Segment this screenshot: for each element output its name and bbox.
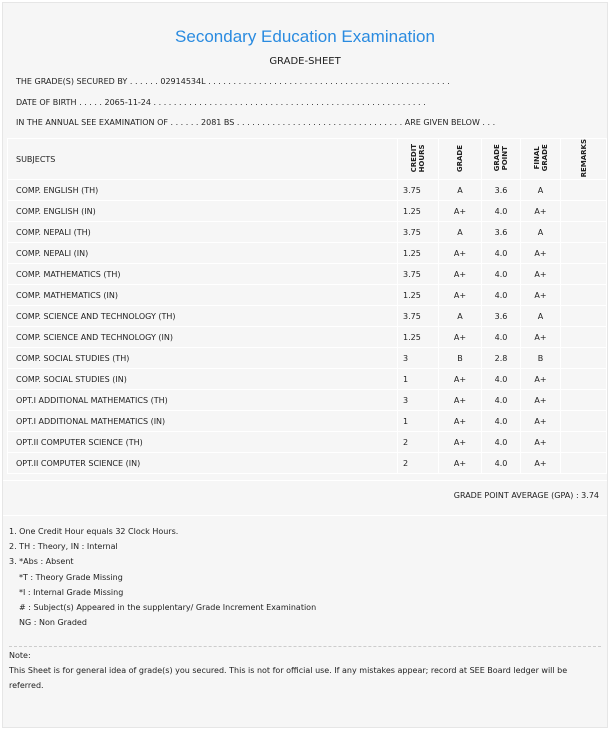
cell-remarks [561, 306, 607, 327]
cell-grade-point: 4.0 [482, 411, 521, 432]
table-row [8, 222, 607, 243]
table-row [8, 201, 607, 222]
cell-credit-hours: 2 [398, 453, 439, 474]
cell-grade-point: 3.6 [482, 222, 521, 243]
header-grade-point: GRADE POINT [493, 144, 509, 172]
cell-remarks [561, 453, 607, 474]
cell-final-grade: A+ [521, 264, 561, 285]
cell-grade-point: 3.6 [482, 180, 521, 201]
table-row [8, 285, 607, 306]
cell-subject: COMP. SCIENCE AND TECHNOLOGY (TH) [8, 306, 398, 327]
cell-subject: COMP. SOCIAL STUDIES (TH) [8, 348, 398, 369]
legend-notes [9, 524, 316, 630]
cell-subject: OPT.I ADDITIONAL MATHEMATICS (TH) [8, 390, 398, 411]
cell-credit-hours: 3.75 [398, 264, 439, 285]
exam-line: IN THE ANNUAL SEE EXAMINATION OF . . . . . . 2081 BS . . . . . . . . . . . . . . . . . . . . . . . . . . . . . . . . . ARE GIVEN BELOW . . . [16, 118, 496, 127]
cell-credit-hours: 1.25 [398, 201, 439, 222]
header-final-grade: FINAL GRADE [532, 144, 549, 172]
cell-grade: A+ [439, 369, 482, 390]
cell-remarks [561, 285, 607, 306]
page-title: Secondary Education Examination [175, 27, 435, 46]
cell-grade: A+ [439, 201, 482, 222]
secured-by: THE GRADE(S) SECURED BY . . . . . . 02914534L . . . . . . . . . . . . . . . . . . . . . . . . . . . . . . . . . . . . . . . . . . . . . . . . [16, 77, 450, 86]
table-row [8, 306, 607, 327]
cell-grade: A [439, 306, 482, 327]
cell-subject: COMP. ENGLISH (IN) [8, 201, 398, 222]
table-row [8, 453, 607, 474]
cell-final-grade: A+ [521, 453, 561, 474]
cell-credit-hours: 1.25 [398, 285, 439, 306]
cell-final-grade: B [521, 348, 561, 369]
cell-subject: OPT.II COMPUTER SCIENCE (TH) [8, 432, 398, 453]
cell-grade-point: 2.8 [482, 348, 521, 369]
cell-grade-point: 4.0 [482, 432, 521, 453]
table-row [8, 432, 607, 453]
cell-grade: A+ [439, 243, 482, 264]
cell-credit-hours: 3 [398, 390, 439, 411]
note-line: 1. One Credit Hour equals 32 Clock Hours. [9, 527, 179, 536]
cell-grade-point: 4.0 [482, 453, 521, 474]
cell-credit-hours: 2 [398, 432, 439, 453]
table-row [8, 327, 607, 348]
sheet-subtitle: GRADE-SHEET [269, 56, 341, 67]
cell-subject: OPT.I ADDITIONAL MATHEMATICS (IN) [8, 411, 398, 432]
cell-remarks [561, 327, 607, 348]
cell-remarks [561, 264, 607, 285]
cell-grade: A [439, 180, 482, 201]
cell-final-grade: A [521, 306, 561, 327]
gpa: GRADE POINT AVERAGE (GPA) : 3.74 [453, 491, 599, 500]
table-row [8, 180, 607, 201]
cell-final-grade: A [521, 222, 561, 243]
table-row [8, 264, 607, 285]
cell-subject: COMP. MATHEMATICS (TH) [8, 264, 398, 285]
cell-grade-point: 4.0 [482, 327, 521, 348]
cell-remarks [561, 222, 607, 243]
cell-final-grade: A+ [521, 390, 561, 411]
cell-subject: OPT.II COMPUTER SCIENCE (IN) [8, 453, 398, 474]
cell-subject: COMP. NEPALI (IN) [8, 243, 398, 264]
note-text: This Sheet is for general idea of grade(s) you secured. This is not for official use. If any mistakes appear; record at SEE Board ledger will be referred. [9, 666, 568, 690]
cell-final-grade: A [521, 180, 561, 201]
cell-grade: A+ [439, 264, 482, 285]
table-row [8, 348, 607, 369]
cell-grade: A+ [439, 327, 482, 348]
note-label: Note: [9, 651, 31, 660]
cell-final-grade: A+ [521, 411, 561, 432]
table-row [8, 411, 607, 432]
note-line: *I : Internal Grade Missing [19, 587, 124, 597]
cell-grade: A+ [439, 390, 482, 411]
grade-sheet [2, 2, 608, 728]
note-line: 3. *Abs : Absent [9, 557, 74, 567]
header-subjects: SUBJECTS [8, 139, 398, 180]
cell-grade-point: 4.0 [482, 369, 521, 390]
cell-grade: A+ [439, 453, 482, 474]
cell-credit-hours: 3.75 [398, 306, 439, 327]
cell-remarks [561, 348, 607, 369]
note-line: *T : Theory Grade Missing [19, 572, 123, 582]
cell-grade-point: 4.0 [482, 390, 521, 411]
cell-final-grade: A+ [521, 369, 561, 390]
cell-grade-point: 3.6 [482, 306, 521, 327]
note-line: 2. TH : Theory, IN : Internal [9, 542, 118, 552]
cell-final-grade: A+ [521, 327, 561, 348]
header-credit-hours: CREDIT HOURS [410, 143, 426, 173]
cell-remarks [561, 369, 607, 390]
cell-credit-hours: 3.75 [398, 180, 439, 201]
cell-subject: COMP. SCIENCE AND TECHNOLOGY (IN) [8, 327, 398, 348]
cell-remarks [561, 432, 607, 453]
table-row [8, 369, 607, 390]
cell-subject: COMP. ENGLISH (TH) [8, 180, 398, 201]
cell-final-grade: A+ [521, 243, 561, 264]
disclaimer [9, 648, 603, 693]
cell-grade-point: 4.0 [482, 243, 521, 264]
cell-remarks [561, 411, 607, 432]
cell-subject: COMP. NEPALI (TH) [8, 222, 398, 243]
cell-credit-hours: 1.25 [398, 243, 439, 264]
cell-credit-hours: 1.25 [398, 327, 439, 348]
cell-grade-point: 4.0 [482, 285, 521, 306]
cell-subject: COMP. MATHEMATICS (IN) [8, 285, 398, 306]
cell-grade: A+ [439, 411, 482, 432]
cell-credit-hours: 1 [398, 411, 439, 432]
cell-grade-point: 4.0 [482, 264, 521, 285]
note-line: NG : Non Graded [19, 618, 87, 628]
cell-final-grade: A+ [521, 285, 561, 306]
date-of-birth: DATE OF BIRTH . . . . . 2065-11-24 . . . . . . . . . . . . . . . . . . . . . . . . . . . . . . . . . . . . . . . . . . . . . . . . . . . . . . [16, 98, 426, 107]
header-remarks: REMARKS [579, 139, 588, 178]
divider [3, 515, 607, 516]
cell-grade: A+ [439, 285, 482, 306]
cell-credit-hours: 3.75 [398, 222, 439, 243]
cell-grade: A [439, 222, 482, 243]
divider [3, 480, 607, 481]
cell-credit-hours: 1 [398, 369, 439, 390]
cell-grade-point: 4.0 [482, 201, 521, 222]
cell-final-grade: A+ [521, 201, 561, 222]
dashed-divider [9, 646, 601, 647]
cell-grade: B [439, 348, 482, 369]
cell-credit-hours: 3 [398, 348, 439, 369]
cell-subject: COMP. SOCIAL STUDIES (IN) [8, 369, 398, 390]
grades-table [7, 138, 607, 474]
cell-final-grade: A+ [521, 432, 561, 453]
cell-grade: A+ [439, 432, 482, 453]
table-row [8, 243, 607, 264]
cell-remarks [561, 201, 607, 222]
note-line: # : Subject(s) Appeared in the supplentary/ Grade Increment Examination [19, 603, 317, 613]
table-row [8, 390, 607, 411]
header-grade: GRADE [456, 144, 464, 172]
cell-remarks [561, 243, 607, 264]
cell-remarks [561, 390, 607, 411]
cell-remarks [561, 180, 607, 201]
